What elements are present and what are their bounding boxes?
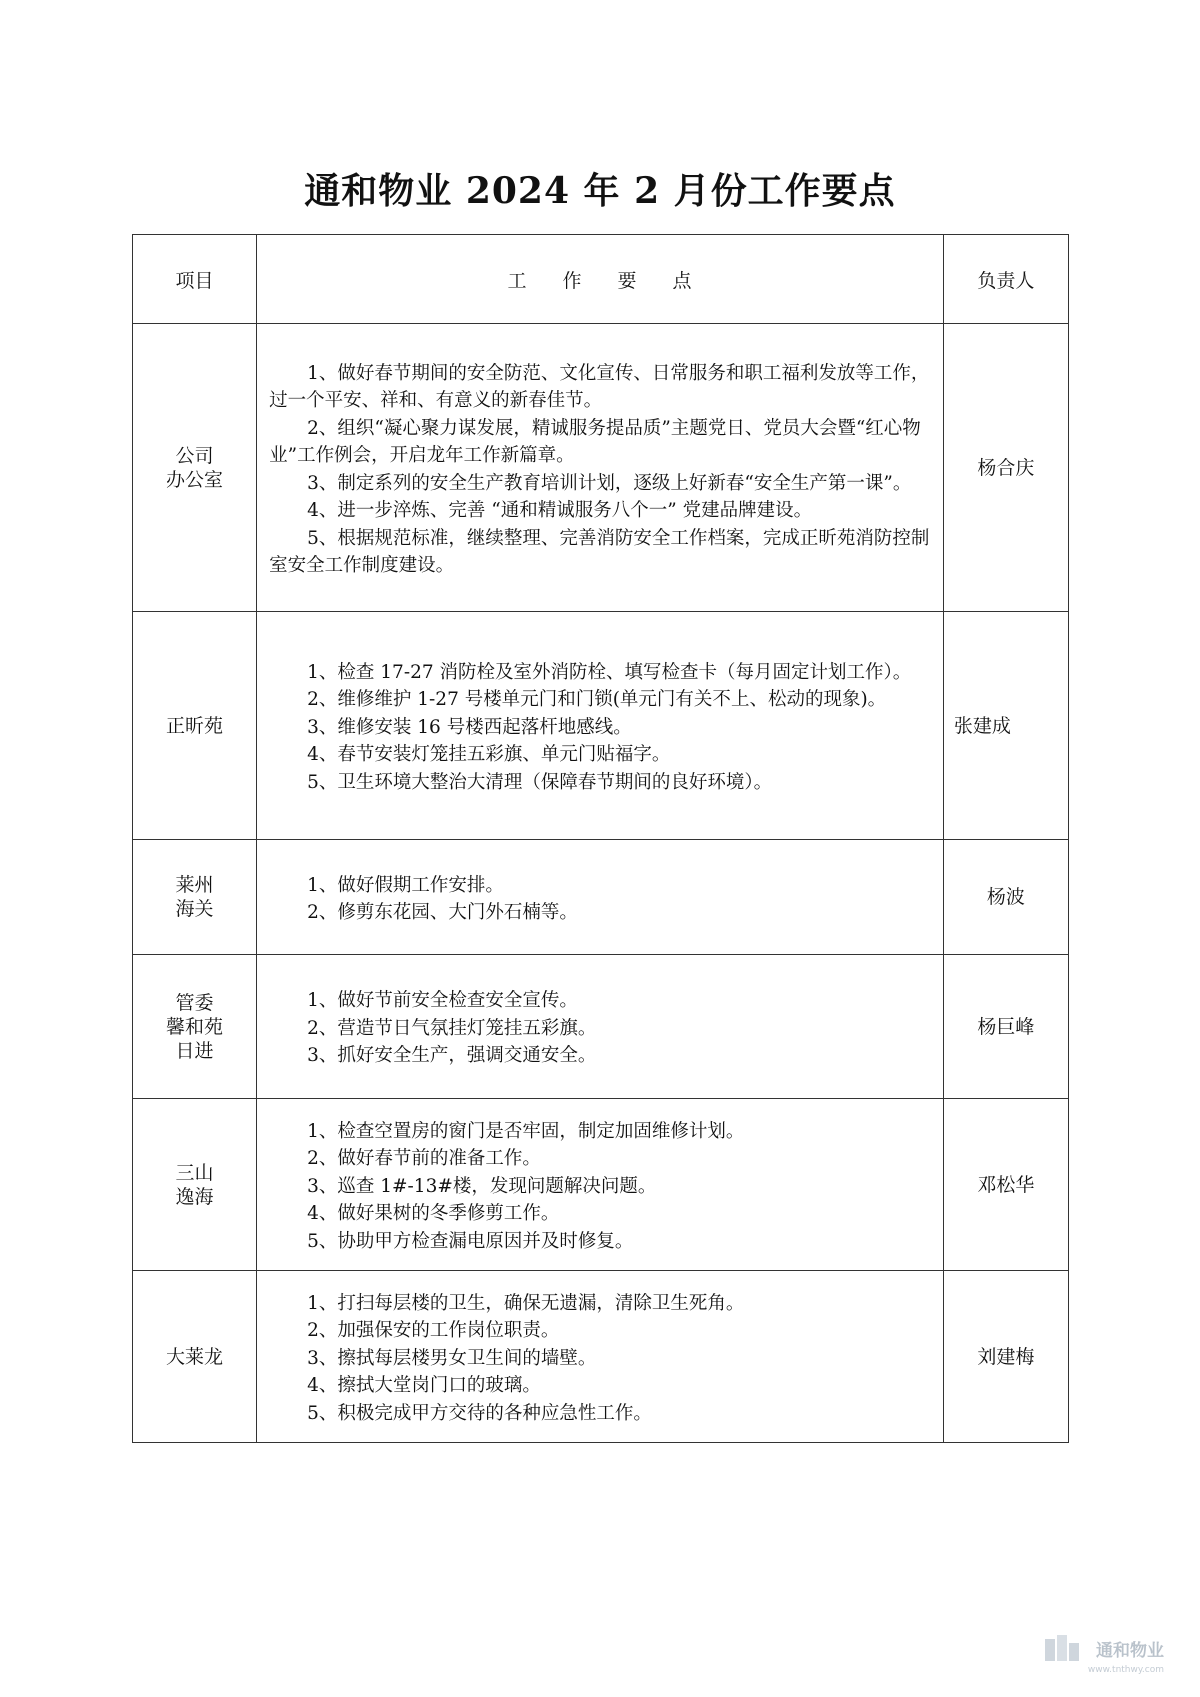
work-item: 4、做好果树的冬季修剪工作。: [307, 1203, 560, 1225]
work-item: 1、做好春节期间的安全防范、文化宣传、日常服务和职工福利发放等工作，过一个平安、祥和、有意义的新春佳节。: [269, 362, 930, 411]
work-item: 1、做好节前安全检查安全宣传。: [307, 990, 578, 1012]
work-points-cell: [257, 955, 944, 1099]
owner-cell: 邓松华: [943, 1099, 1068, 1271]
work-item: 2、组织“凝心聚力谋发展，精诚服务提品质”主题党日、党员大会暨“红心物业”工作例会，开启龙年工作新篇章。: [269, 417, 921, 466]
watermark-url: www.tnthwy.com: [1087, 1665, 1164, 1675]
work-points-cell: [257, 1099, 944, 1271]
table-row: [133, 955, 1069, 1099]
work-item: 5、积极完成甲方交待的各种应急性工作。: [307, 1402, 652, 1424]
project-line: 公司: [175, 444, 214, 467]
project-cell: [133, 612, 257, 840]
work-item: 3、制定系列的安全生产教育培训计划，逐级上好新春“安全生产第一课”。: [307, 472, 912, 494]
table-row: [133, 840, 1069, 955]
table-header-row: [133, 235, 1069, 324]
work-item: 1、检查空置房的窗门是否牢固，制定加固维修计划。: [307, 1120, 745, 1142]
owner-cell: 杨波: [943, 840, 1068, 955]
work-points-cell: [257, 324, 944, 612]
work-plan-table: [132, 234, 1069, 1443]
owner-cell: 张建成: [943, 612, 1068, 840]
work-points-cell: [257, 840, 944, 955]
project-line: 馨和苑: [166, 1015, 224, 1038]
project-line: 正昕苑: [166, 714, 224, 737]
work-points-cell: [257, 1271, 944, 1443]
work-item: 5、卫生环境大整治大清理（保障春节期间的良好环境）。: [307, 771, 773, 793]
project-cell: [133, 1099, 257, 1271]
project-cell: [133, 840, 257, 955]
header-work-points: 工作要点: [257, 235, 944, 324]
work-points-cell: [257, 612, 944, 840]
project-cell: [133, 324, 257, 612]
project-line: 海关: [175, 898, 214, 920]
work-item: 3、维修安装 16 号楼西起落杆地感线。: [307, 716, 632, 738]
work-item: 3、抓好安全生产，强调交通安全。: [307, 1045, 597, 1067]
work-item: 4、春节安装灯笼挂五彩旗、单元门贴福字。: [307, 744, 671, 766]
project-line: 管委: [175, 991, 214, 1014]
project-line: 大莱龙: [166, 1345, 224, 1368]
project-line: 三山: [175, 1161, 214, 1184]
work-item: 2、做好春节前的准备工作。: [307, 1148, 541, 1170]
owner-cell: 杨合庆: [943, 324, 1068, 612]
watermark-name: 通和物业: [1096, 1640, 1164, 1661]
work-item: 1、做好假期工作安排。: [307, 874, 504, 896]
project-line: 逸海: [175, 1185, 214, 1208]
work-item: 3、擦拭每层楼男女卫生间的墙壁。: [307, 1347, 597, 1369]
table-row: [133, 612, 1069, 840]
work-item: 5、协助甲方检查漏电原因并及时修复。: [307, 1230, 634, 1252]
project-cell: [133, 955, 257, 1099]
table-row: [133, 1099, 1069, 1271]
work-item: 4、擦拭大堂岗门口的玻璃。: [307, 1375, 541, 1397]
work-item: 2、修剪东花园、大门外石楠等。: [307, 902, 578, 923]
company-logo-icon: [1043, 1633, 1083, 1663]
project-line: 莱州: [175, 874, 214, 896]
work-item: 1、检查 17-27 消防栓及室外消防栓、填写检查卡（每月固定计划工作）。: [307, 661, 912, 683]
project-cell: [133, 1271, 257, 1443]
work-item: 4、进一步淬炼、完善 “通和精诚服务八个一” 党建品牌建设。: [307, 500, 813, 521]
owner-cell: 刘建梅: [943, 1271, 1068, 1443]
work-item: 5、根据规范标准，继续整理、完善消防安全工作档案，完成正昕苑消防控制室安全工作制度建设。: [269, 527, 930, 576]
work-item: 3、巡查 1#-13#楼，发现问题解决问题。: [307, 1175, 657, 1197]
work-item: 2、维修维护 1-27 号楼单元门和门锁(单元门有关不上、松动的现象)。: [307, 689, 887, 711]
watermark: [1043, 1633, 1164, 1675]
page-title: 通和物业 2024 年 2 月份工作要点: [304, 170, 896, 212]
work-item: 1、打扫每层楼的卫生，确保无遗漏，清除卫生死角。: [307, 1292, 745, 1314]
project-line: 日进: [175, 1039, 214, 1062]
table-row: [133, 324, 1069, 612]
table-row: [133, 1271, 1069, 1443]
header-owner: 负责人: [943, 235, 1068, 324]
work-item: 2、营造节日气氛挂灯笼挂五彩旗。: [307, 1017, 597, 1039]
header-project: 项目: [133, 235, 257, 324]
owner-cell: 杨巨峰: [943, 955, 1068, 1099]
work-item: 2、加强保安的工作岗位职责。: [307, 1320, 560, 1342]
project-line: 办公室: [166, 468, 224, 491]
